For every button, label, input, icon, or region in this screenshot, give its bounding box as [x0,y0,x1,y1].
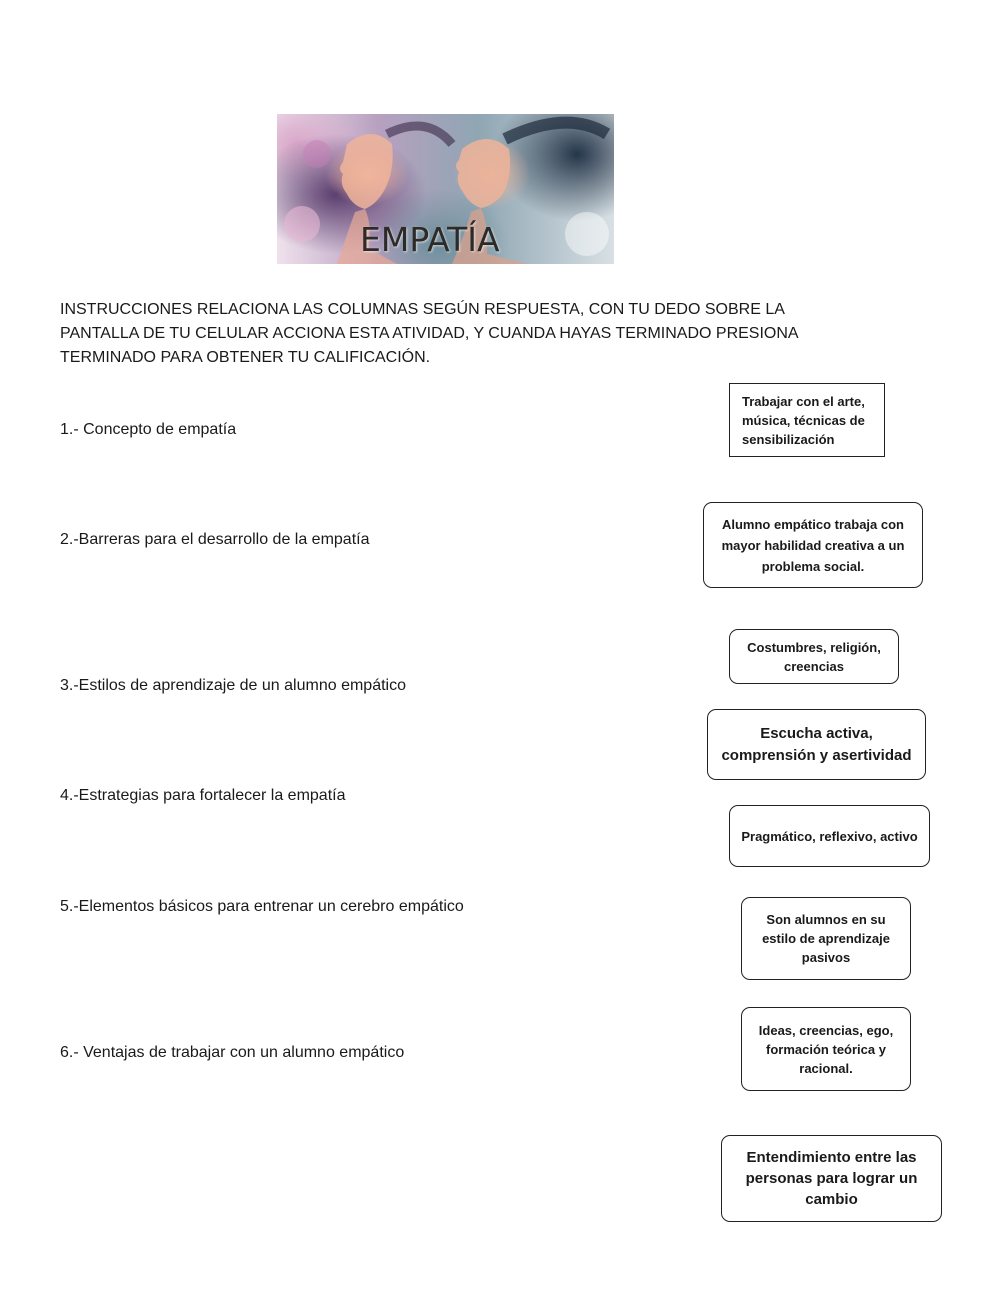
answer-box-7[interactable]: Ideas, creencias, ego, formación teórica y racional. [741,1007,911,1091]
instructions-text: INSTRUCCIONES RELACIONA LAS COLUMNAS SEGÚN RESPUESTA, CON TU DEDO SOBRE LA PANTALLA DE TU CELULAR ACCIONA ESTA ATIVIDAD, Y CUANDA HAYAS TERMINADO PRESIONA TERMINADO PARA OBTENER TU CALIFICACIÓN. [60,301,798,366]
answer-box-4[interactable]: Escucha activa, comprensión y asertividad [707,709,926,780]
answer-box-6[interactable]: Son alumnos en su estilo de aprendizaje pasivos [741,897,911,980]
question-4[interactable]: 4.-Estrategias para fortalecer la empatía [60,787,346,804]
question-5[interactable]: 5.-Elementos básicos para entrenar un cerebro empático [60,898,464,915]
answer-box-8[interactable]: Entendimiento entre las personas para lograr un cambio [721,1135,942,1222]
question-1[interactable]: 1.- Concepto de empatía [60,421,237,438]
answer-box-5[interactable]: Pragmático, reflexivo, activo [729,805,930,867]
question-3[interactable]: 3.-Estilos de aprendizaje de un alumno empático [60,677,406,694]
answer-box-3[interactable]: Costumbres, religión, creencias [729,629,899,684]
question-6[interactable]: 6.- Ventajas de trabajar con un alumno empático [60,1044,405,1061]
banner-title: EMPATÍA [360,220,500,259]
answer-box-1[interactable]: Trabajar con el arte, música, técnicas de sensibilización [729,383,885,457]
answer-box-2[interactable]: Alumno empático trabaja con mayor habilidad creativa a un problema social. [703,502,923,588]
question-2[interactable]: 2.-Barreras para el desarrollo de la empatía [60,531,370,548]
header-banner-image [277,114,614,264]
